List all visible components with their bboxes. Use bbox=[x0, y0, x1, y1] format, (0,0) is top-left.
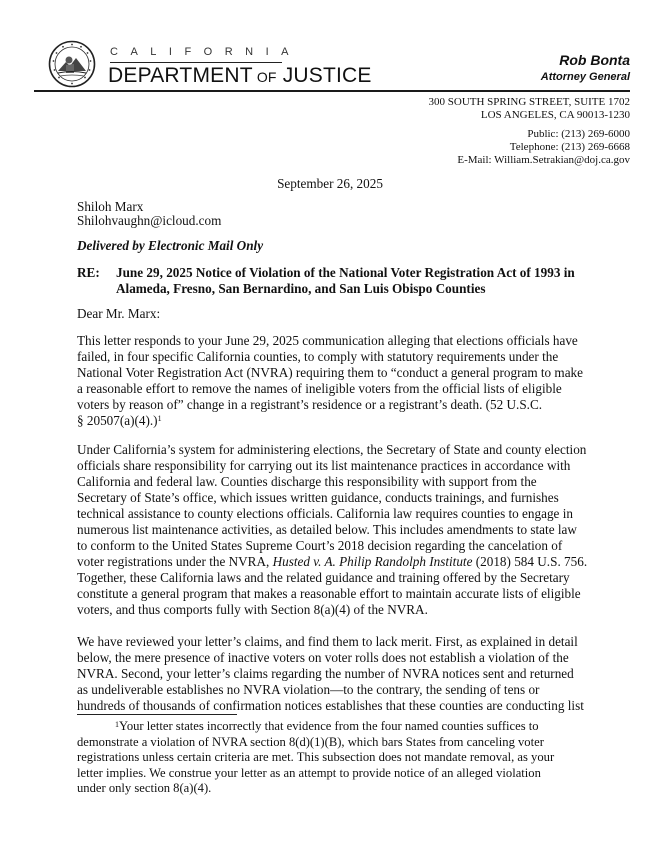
letterhead-state: CALIFORNIA bbox=[110, 46, 302, 58]
re-subject-line-2: Alameda, Fresno, San Bernardino, and San Luis Obispo Counties bbox=[116, 281, 486, 296]
attorney-general-name: Rob Bonta bbox=[559, 52, 630, 68]
case-name: Husted v. A. Philip Randolph Institute bbox=[272, 554, 473, 569]
case-prefix: voter registrations under the NVRA, bbox=[77, 554, 273, 569]
department-word: DEPARTMENT bbox=[108, 64, 253, 87]
public-phone: Public: (213) 269-6000 bbox=[527, 128, 630, 140]
letterhead-department bbox=[108, 64, 372, 88]
letter-date: September 26, 2025 bbox=[277, 176, 383, 191]
paragraph-2 bbox=[77, 442, 588, 618]
paragraph-line: hundreds of thousands of confirmation notices establishes that these counties are conducting list bbox=[77, 698, 584, 713]
paragraph-line: technical assistance to county elections officials. California law requires counties to engage in bbox=[77, 506, 573, 521]
paragraph-line bbox=[77, 413, 579, 429]
department-of: OF bbox=[256, 69, 277, 85]
footnote bbox=[77, 719, 554, 797]
footnote-line: registrations unless certain criteria are met. This subsection does not mandate removal, as your bbox=[77, 750, 555, 764]
paragraph-line: National Voter Registration Act (NVRA) requiring them to “conduct a general program to make bbox=[77, 365, 583, 380]
footnote-line bbox=[77, 719, 554, 735]
footnote-divider bbox=[77, 714, 237, 715]
footnote-line: under only section 8(a)(4). bbox=[77, 781, 212, 795]
paragraph-line: California and federal law. Counties discharge this responsibility with support from the bbox=[77, 474, 537, 489]
recipient-name: Shiloh Marx bbox=[77, 199, 144, 214]
paragraph-line: voters by reason of” change in a registrant’s residence or a registrant’s death. (52 U.S.C. bbox=[77, 397, 543, 412]
case-suffix: (2018) 584 U.S. 756. bbox=[472, 554, 588, 569]
paragraph-line: voters, and thus comports fully with Section 8(a)(4) of the NVRA. bbox=[77, 602, 428, 617]
address-line-1: 300 SOUTH SPRING STREET, SUITE 1702 bbox=[428, 96, 630, 108]
footnote-text: Your letter states incorrectly that evidence from the four named counties suffices to bbox=[119, 719, 539, 733]
citation-text: § 20507(a)(4).) bbox=[77, 413, 158, 428]
re-subject-line-1: June 29, 2025 Notice of Violation of the National Voter Registration Act of 1993 in bbox=[116, 265, 575, 280]
paragraph-line: officials share responsibility for carrying out its list maintenance practices in accordance with bbox=[77, 458, 571, 473]
footnote-mark: 1 bbox=[115, 720, 119, 729]
paragraph-line: below, the mere presence of inactive voters on voter rolls does not establish a violation of the bbox=[77, 650, 569, 665]
paragraph-line: We have reviewed your letter’s claims, and find them to lack merit. First, as explained in detail bbox=[77, 634, 578, 649]
letterhead-rule bbox=[110, 62, 282, 63]
paragraph-line: NVRA. Second, your letter’s claims regarding the number of NVRA notices sent and returned bbox=[77, 666, 574, 681]
paragraph-line bbox=[77, 554, 588, 570]
email-address: E-Mail: William.Setrakian@doj.ca.gov bbox=[457, 154, 630, 166]
paragraph-line: constitute a general program that makes a reasonable effort to maintain accurate lists of eligible bbox=[77, 586, 581, 601]
department-justice: JUSTICE bbox=[282, 64, 372, 87]
address-line-2: LOS ANGELES, CA 90013-1230 bbox=[480, 109, 630, 121]
attorney-general-title: Attorney General bbox=[540, 71, 630, 83]
paragraph-3 bbox=[77, 634, 584, 714]
footnote-line: letter implies. We construe your letter as an attempt to provide notice of an alleged violation bbox=[77, 765, 541, 780]
paragraph-line: failed, in four specific California counties, to comply with statutory requirements under the bbox=[77, 349, 559, 364]
paragraph-line: Secretary of State’s office, which issues written guidance, conducts trainings, and furnishes bbox=[77, 490, 559, 505]
delivery-method: Delivered by Electronic Mail Only bbox=[77, 238, 264, 253]
paragraph-line: as undeliverable establishes no NVRA violation—to the contrary, the sending of tens or bbox=[77, 682, 540, 697]
header-divider bbox=[34, 90, 630, 92]
recipient-email: Shilohvaughn@icloud.com bbox=[77, 213, 222, 228]
salutation: Dear Mr. Marx: bbox=[77, 306, 161, 321]
footnote-reference: 1 bbox=[157, 414, 162, 423]
paragraph-line: numerous list maintenance activities, as detailed below. This includes amendments to state law bbox=[77, 522, 577, 537]
paragraph-line: This letter responds to your June 29, 2025 communication alleging that elections officials have bbox=[77, 333, 578, 348]
paragraph-line: a reasonable effort to remove the names of ineligible voters from the official lists of eligible bbox=[77, 381, 562, 396]
re-label: RE: bbox=[77, 265, 100, 280]
paragraph-line: Under California’s system for administering elections, the Secretary of State and county election bbox=[77, 442, 587, 457]
state-seal-icon bbox=[48, 40, 96, 88]
telephone: Telephone: (213) 269-6668 bbox=[509, 141, 630, 153]
re-subject bbox=[116, 265, 575, 297]
paragraph-line: to conform to the United States Supreme Court’s 2018 decision regarding the cancelation of bbox=[77, 538, 563, 553]
footnote-line: demonstrate a violation of NVRA section 8(d)(1)(B), which bars States from canceling voter bbox=[77, 734, 544, 749]
paragraph-1 bbox=[77, 333, 583, 429]
paragraph-line: Together, these California laws and the related guidance and training offered by the Secretary bbox=[77, 570, 570, 585]
